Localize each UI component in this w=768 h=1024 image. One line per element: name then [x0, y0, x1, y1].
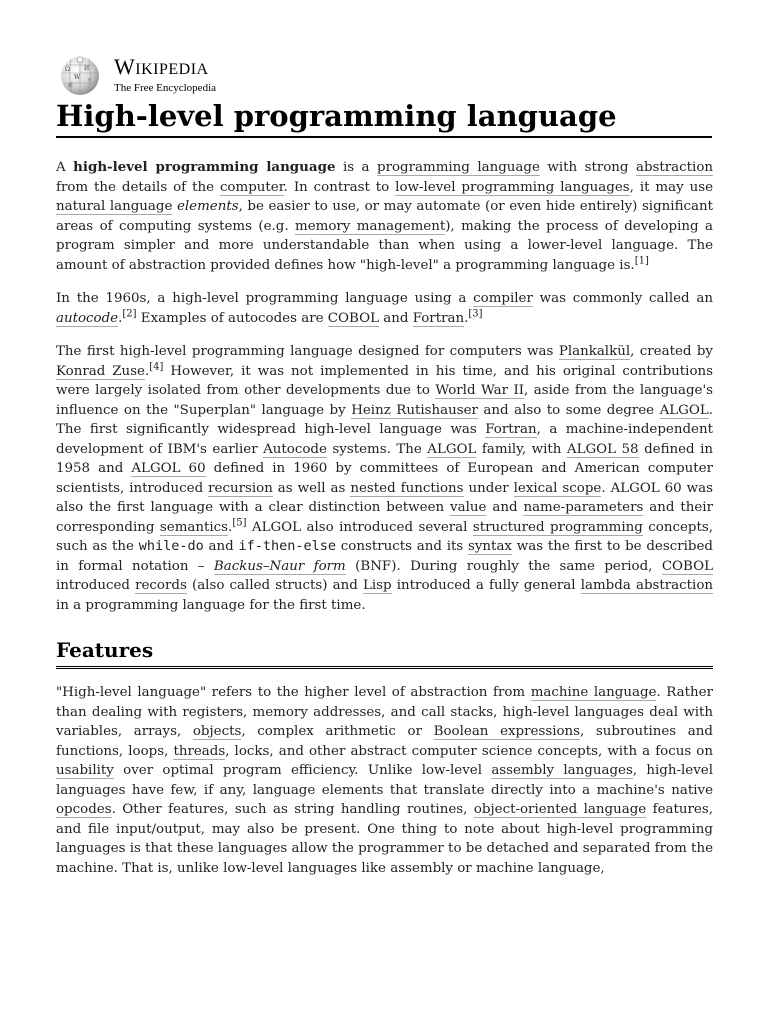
svg-text:W: W: [74, 74, 81, 81]
link-heinz-rutishauser[interactable]: Heinz Rutishauser: [351, 402, 478, 418]
svg-text:И: И: [84, 65, 90, 72]
link-opcodes[interactable]: opcodes: [56, 802, 112, 817]
link-autocode[interactable]: autocode: [56, 310, 119, 326]
link-plankalkul[interactable]: Plankalkül: [558, 344, 631, 359]
code-if-then-else: if-then-else: [238, 538, 336, 554]
page-title: High-level programming language: [56, 96, 712, 138]
link-konrad-zuse[interactable]: Konrad Zuse: [56, 363, 145, 379]
link-name-parameters[interactable]: name-parameters: [523, 500, 644, 515]
link-algol-58[interactable]: ALGOL 58: [566, 441, 639, 457]
section-heading-features: Features: [56, 637, 713, 669]
reference-3[interactable]: [3]: [468, 308, 483, 320]
link-structured-programming[interactable]: structured programming: [472, 519, 643, 535]
link-programming-language[interactable]: programming language: [377, 160, 540, 175]
paragraph-features: "High-level language" refers to the higher level of abstraction from machine language. Rather than dealing with registers, memory addresses, and call stacks, high-level languages deal with variables, arrays, objects, complex arithmetic or Boolean expressions, subroutines and functions, loops, threads, locks, and other abstract computer science concepts, with a focus on usability over optimal program efficiency. Unlike low-level assembly languages, high-level languages have few, if any, language elements that translate directly into a machine's native opcodes. Other features, such as string handling routines, object-oriented language features, and file input/output, may also be present. One thing to note about high-level programming languages is that these languages allow the programmer to be detached and separated from the machine. That is, unlike low-level languages like assembly or machine language,: [56, 685, 713, 876]
link-lexical-scope[interactable]: lexical scope: [513, 480, 602, 496]
link-threads[interactable]: threads: [173, 743, 226, 759]
link-lisp[interactable]: Lisp: [362, 578, 392, 593]
link-fortran[interactable]: Fortran: [412, 310, 465, 326]
link-nested-functions[interactable]: nested functions: [350, 480, 464, 496]
reference-4[interactable]: [4]: [149, 361, 164, 373]
paragraph-autocode: In the 1960s, a high-level programming language using a compiler was commonly called an autocode.[2] Examples of autocodes are COBOL and Fortran.[3]: [56, 291, 713, 326]
svg-text:維: 維: [68, 83, 74, 89]
paragraph-history: The first high-level programming language designed for computers was Plankalkül, created by Konrad Zuse.[4] However, it was not implemented in his time, and his original contributions were largely isolated from other developments due to World War II, aside from the language's influence on the "Superplan" language by Heinz Rutishauser and also to some degree ALGOL. The first significantly widespread high-level language was Fortran, a machine-independent development of IBM's earlier Autocode systems. The ALGOL family, with ALGOL 58 defined in 1958 and ALGOL 60 defined in 1960 by committees of European and American computer scientists, introduced recursion as well as nested functions under lexical scope. ALGOL 60 was also the first language with a clear distinction between value and name-parameters and their corresponding semantics.[5] ALGOL also introduced several structured programming concepts, such as the while-do and if-then-else constructs and its syntax was the first to be described in formal notation – Backus–Naur form (BNF). During roughly the same period, COBOL introduced records (also called structs) and Lisp introduced a fully general lambda abstraction in a programming language for the first time.: [56, 344, 714, 613]
link-assembly-languages[interactable]: assembly languages: [491, 763, 633, 778]
link-recursion[interactable]: recursion: [208, 480, 273, 496]
wikipedia-globe-logo-icon: [56, 53, 104, 97]
code-while-do: while-do: [138, 538, 204, 554]
link-cobol[interactable]: COBOL: [327, 310, 379, 326]
link-autocode-systems[interactable]: Autocode: [263, 441, 327, 457]
link-value[interactable]: value: [450, 500, 487, 515]
link-low-level-programming-languages[interactable]: low-level programming languages: [395, 179, 630, 195]
link-memory-management[interactable]: memory management: [295, 218, 446, 234]
link-compiler[interactable]: compiler: [473, 291, 533, 306]
link-computer[interactable]: computer: [219, 179, 284, 195]
link-usability[interactable]: usability: [56, 763, 114, 778]
article-body: [56, 158, 713, 892]
link-syntax[interactable]: syntax: [468, 539, 512, 554]
link-algol-family[interactable]: ALGOL: [427, 441, 477, 457]
reference-5[interactable]: [5]: [232, 517, 247, 529]
link-fortran[interactable]: Fortran: [485, 422, 537, 437]
reference-1[interactable]: [1]: [634, 255, 649, 267]
link-abstraction[interactable]: abstraction: [635, 160, 714, 175]
link-world-war-ii[interactable]: World War II: [435, 383, 525, 398]
reference-2[interactable]: [2]: [122, 308, 137, 320]
link-algol-60[interactable]: ALGOL 60: [131, 461, 206, 476]
link-lambda-abstraction[interactable]: lambda abstraction: [580, 578, 714, 593]
link-algol[interactable]: ALGOL: [659, 402, 709, 418]
wikipedia-wordmark: WIKIPEDIA: [114, 54, 209, 79]
wikipedia-tagline: The Free Encyclopedia: [114, 82, 217, 94]
link-machine-language[interactable]: machine language: [530, 685, 657, 700]
paragraph-intro: A high-level programming language is a programming language with strong abstraction from the details of the computer. In contrast to low-level programming languages, it may use natural language elements, be easier to use, or may automate (or even hide entirely) significant areas of computing systems (e.g. memory management), making the process of developing a program simpler and more understandable than when using a lower-level language. The amount of abstraction provided defines how "high-level" a programming language is.[1]: [56, 159, 714, 273]
link-object-oriented-language[interactable]: object-oriented language: [473, 802, 647, 817]
link-semantics[interactable]: semantics: [159, 519, 229, 535]
svg-text:Ω: Ω: [65, 66, 70, 73]
link-backus-naur-form[interactable]: Backus–Naur form: [213, 558, 346, 574]
link-cobol-2[interactable]: COBOL: [661, 558, 713, 574]
link-natural-language[interactable]: natural language: [56, 199, 173, 214]
svg-text:ウ: ウ: [87, 78, 93, 84]
link-records[interactable]: records: [135, 578, 187, 593]
link-objects[interactable]: objects: [192, 724, 242, 739]
link-boolean-expressions[interactable]: Boolean expressions: [433, 724, 581, 739]
